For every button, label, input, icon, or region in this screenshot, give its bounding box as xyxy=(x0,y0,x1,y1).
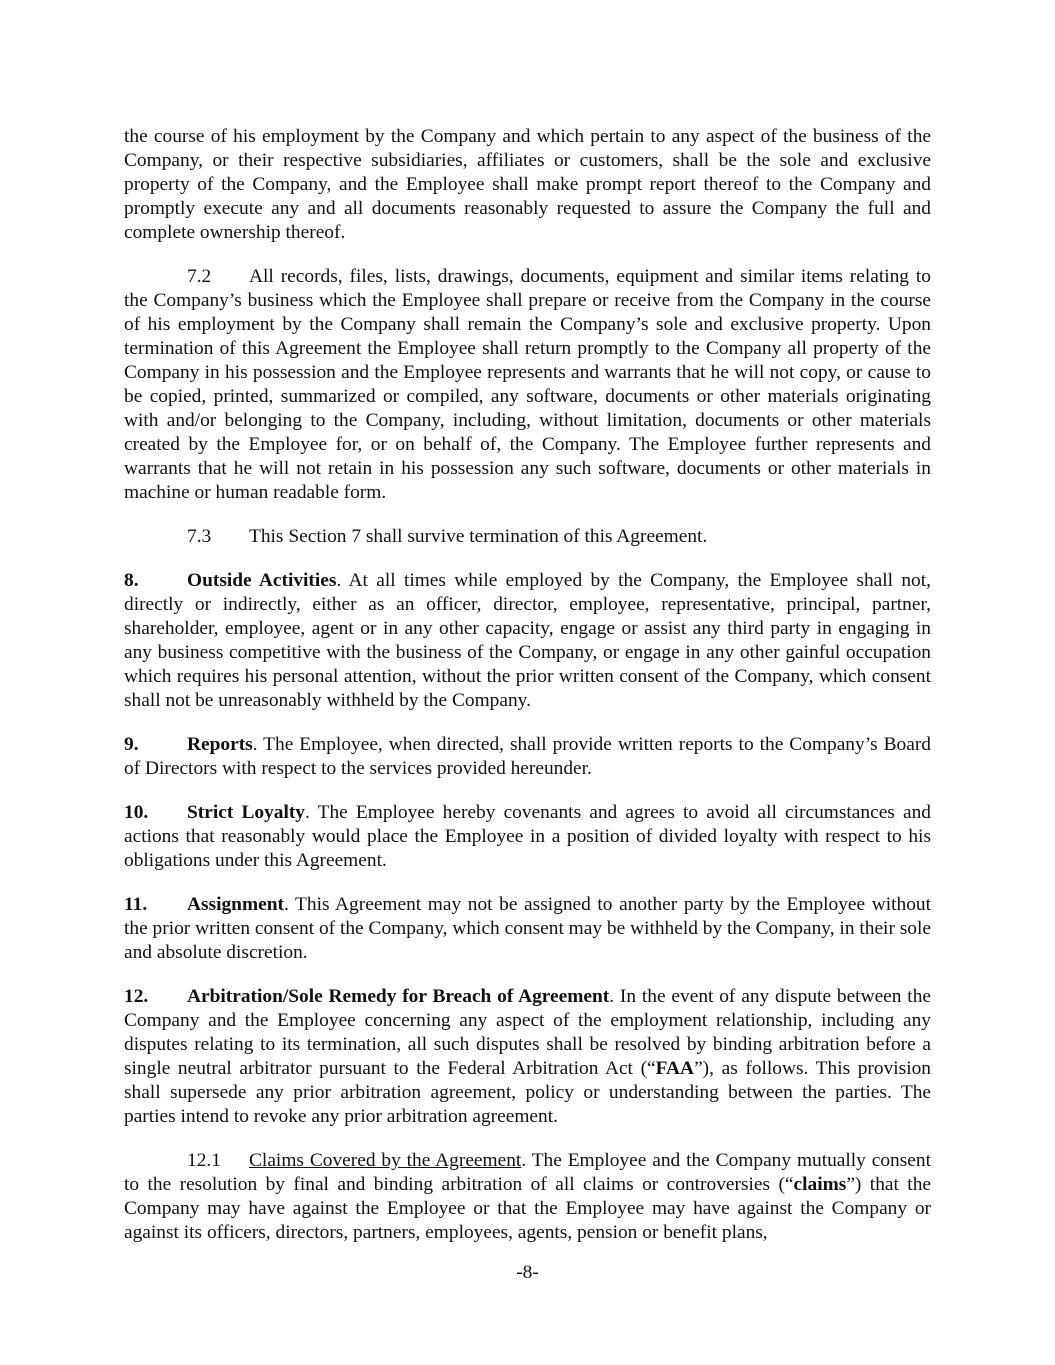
section-title: Claims Covered by the Agreement xyxy=(249,1150,522,1171)
section-text: This Section 7 shall survive termination of this Agreement. xyxy=(249,526,708,547)
section-12 xyxy=(124,985,931,1129)
section-title: Arbitration/Sole Remedy for Breach of Agreement xyxy=(187,986,610,1007)
section-text: . The Employee and the Company mutually consent to the resolution by final and binding arbitration of all claims or controversies (“ xyxy=(124,1150,931,1195)
section-text: . The Employee hereby covenants and agrees to avoid all circumstances and actions that reasonably would place the Employee in a position of divided loyalty with respect to his obligations under this Agreement. xyxy=(124,802,931,871)
document-page xyxy=(124,125,931,1265)
section-8 xyxy=(124,569,931,713)
claims-term: claims xyxy=(793,1174,847,1195)
section-title: Outside Activities xyxy=(187,570,337,591)
section-number: 7.3 xyxy=(187,526,212,547)
section-title: Strict Loyalty xyxy=(187,802,305,823)
section-number: 12. xyxy=(124,986,149,1007)
section-11 xyxy=(124,893,931,965)
section-text: ”) that the Company may have against the Employee or that the Employee may have against the Company or against its officers, directors, partners, employees, agents, pension or benefit plans, xyxy=(124,1174,931,1243)
section-number: 12.1 xyxy=(187,1150,221,1171)
section-text: . At all times while employed by the Company, the Employee shall not, directly or indirectly, either as an officer, director, employee, representative, principal, partner, shareholder, employee, agent or in any other capacity, engage or assist any third party in engaging in any business competitive with the business of the Company, or engage in any other gainful occupation which requires his personal attention, without the prior written consent of the Company, which consent shall not be unreasonably withheld by the Company. xyxy=(124,570,931,711)
section-text: All records, files, lists, drawings, documents, equipment and similar items relating to the Company’s business which the Employee shall prepare or receive from the Company in the course of his employment by the Company shall remain the Company’s sole and exclusive property. Upon termination of this Agreement the Employee shall return promptly to the Company all property of the Company in his possession and the Employee represents and warrants that he will not copy, or cause to be copied, printed, summarized or compiled, any software, documents or other materials originating with and/or belonging to the Company, including, without limitation, documents or other materials created by the Employee for, or on behalf of, the Company. The Employee further represents and warrants that he will not retain in his possession any such software, documents or other materials in machine or human readable form. xyxy=(124,266,931,503)
section-text: ”), as follows. This provision shall supersede any prior arbitration agreement, policy or understanding between the parties. The parties intend to revoke any prior arbitration agreement. xyxy=(124,1058,931,1127)
section-number: 10. xyxy=(124,802,149,823)
page-number: -8- xyxy=(516,1262,539,1283)
section-text: . This Agreement may not be assigned to another party by the Employee without the prior written consent of the Company, which consent may be withheld by the Company, in their sole and absolute discretion. xyxy=(124,894,931,963)
section-number: 9. xyxy=(124,734,139,755)
section-text: . The Employee, when directed, shall provide written reports to the Company’s Board of Directors with respect to the services provided hereunder. xyxy=(124,734,931,779)
section-number: 7.2 xyxy=(187,266,212,287)
continuation-paragraph: the course of his employment by the Company and which pertain to any aspect of the business of the Company, or their respective subsidiaries, affiliates or customers, shall be the sole and exclusive property of the Company, and the Employee shall make prompt report thereof to the Company and promptly execute any and all documents reasonably requested to assure the Company the full and complete ownership thereof. xyxy=(124,126,931,243)
section-12-1 xyxy=(124,1149,931,1245)
faa-term: FAA xyxy=(655,1058,695,1079)
section-number: 8. xyxy=(124,570,139,591)
section-number: 11. xyxy=(124,894,148,915)
section-10 xyxy=(124,801,931,873)
section-9 xyxy=(124,733,931,781)
section-7-2 xyxy=(124,265,931,505)
section-7-3 xyxy=(124,525,931,549)
section-text: . In the event of any dispute between the Company and the Employee concerning any aspect of the employment relationship, including any disputes relating to its termination, all such disputes shall be resolved by binding arbitration before a single neutral arbitrator pursuant to the Federal Arbitration Act (“ xyxy=(124,986,931,1079)
section-title: Assignment xyxy=(187,894,284,915)
section-title: Reports xyxy=(187,734,253,755)
